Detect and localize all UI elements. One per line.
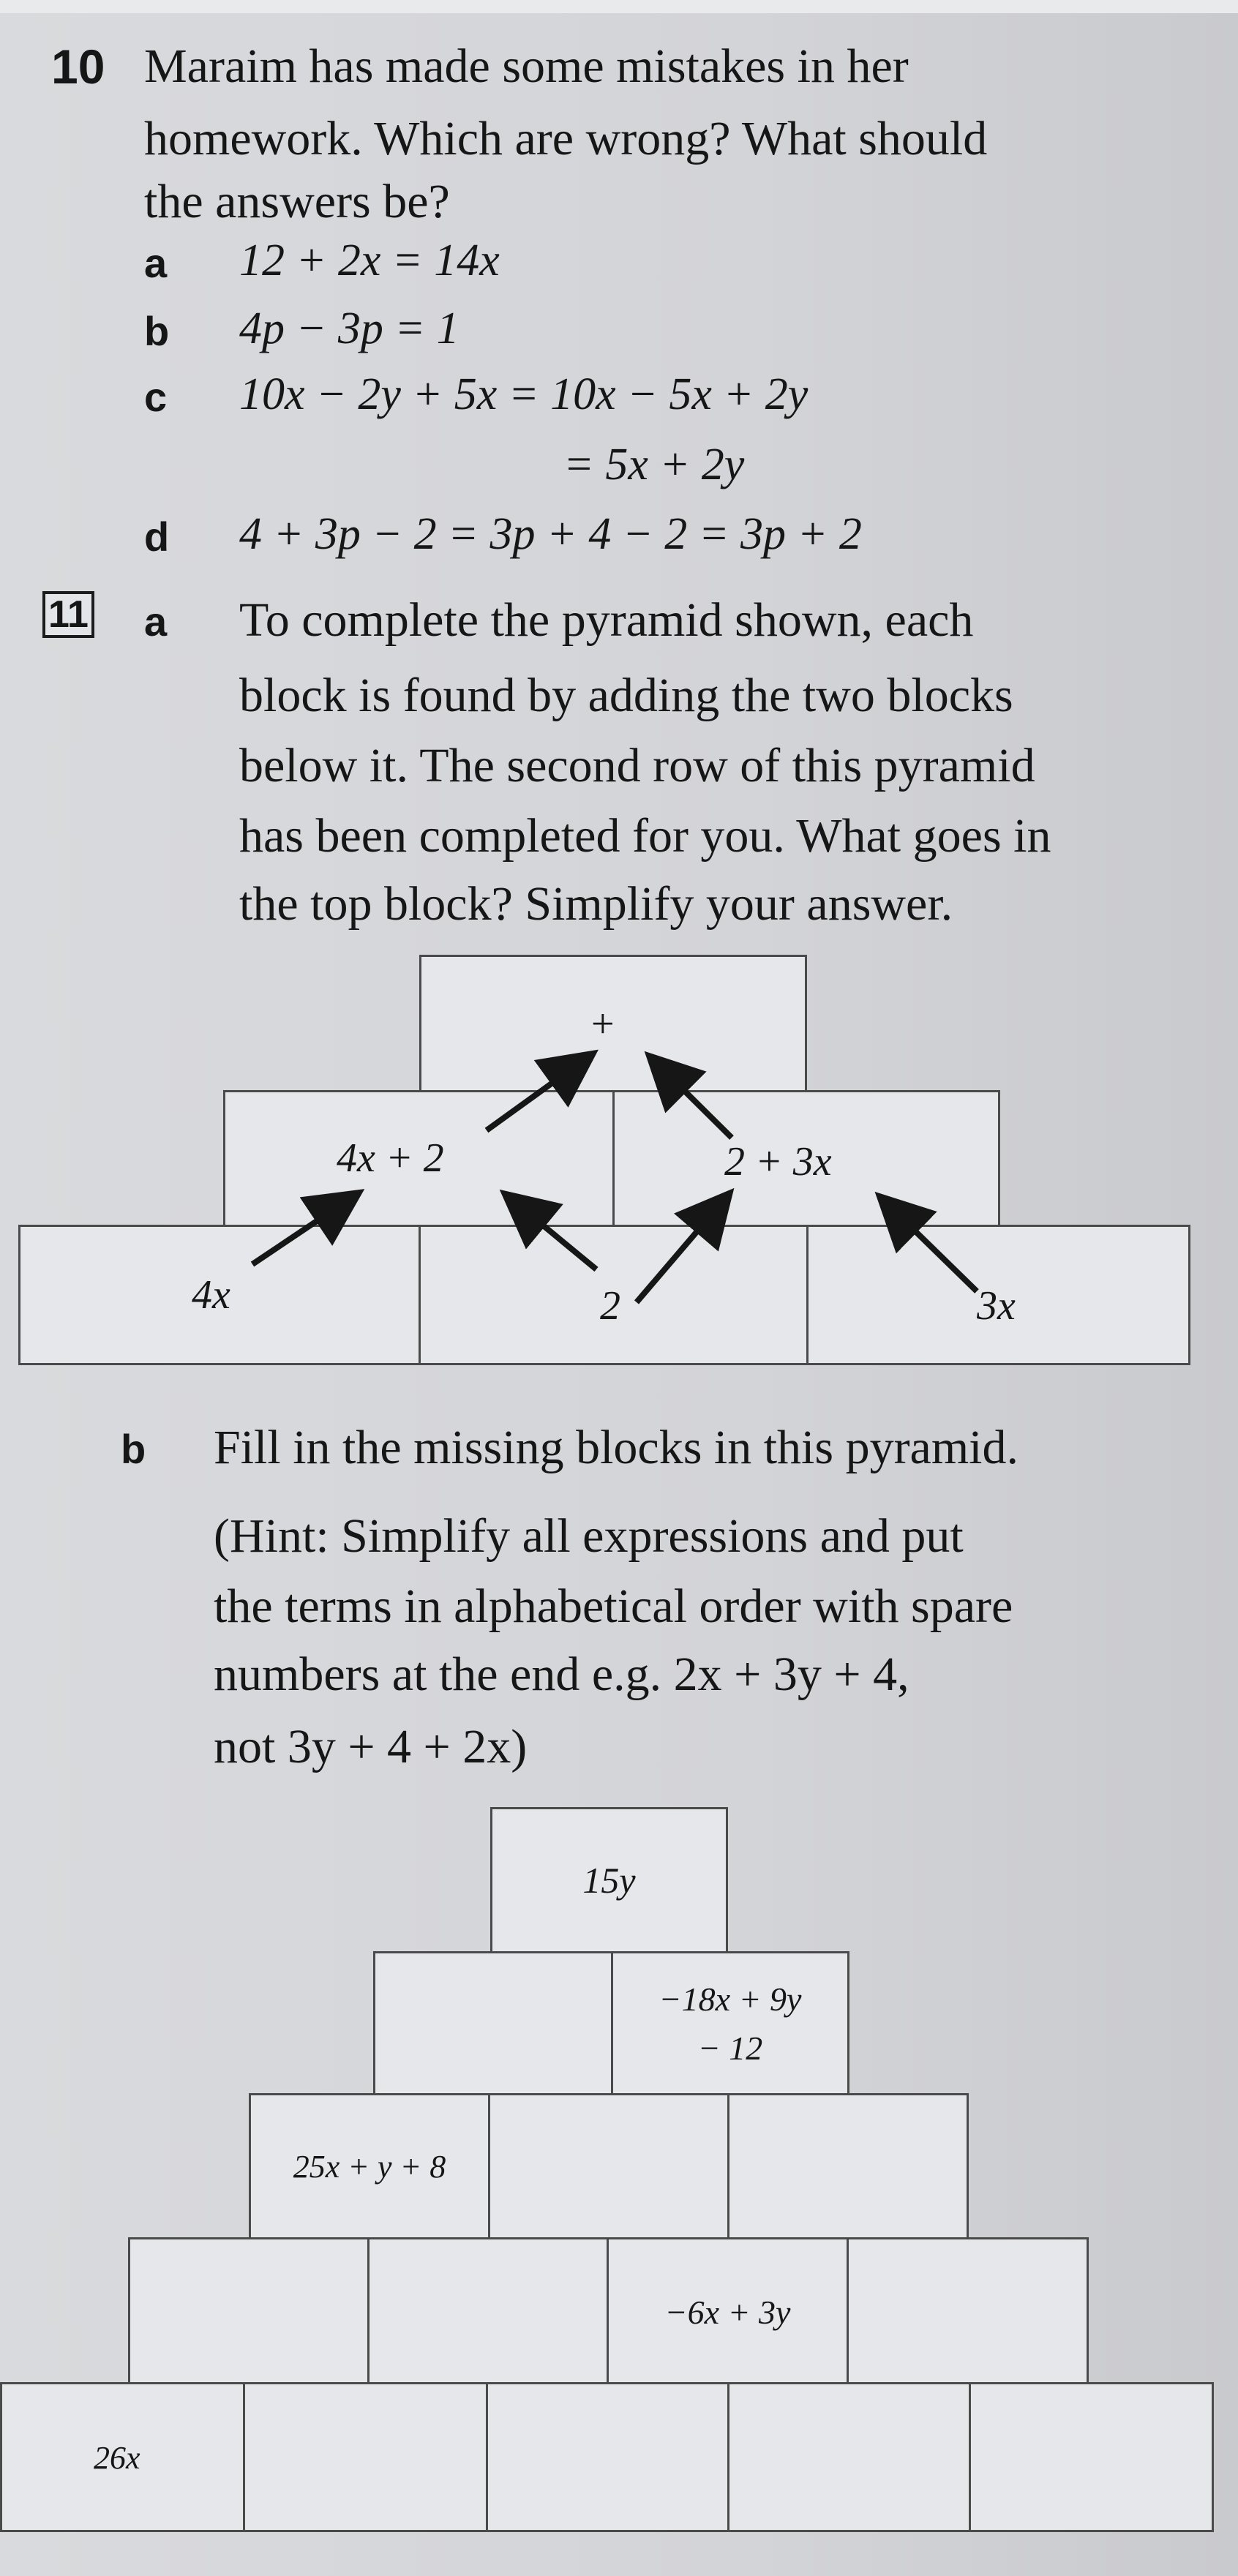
- question-11a-line-2: block is found by adding the two blocks: [239, 669, 1013, 722]
- question-11-number: 11: [42, 591, 94, 638]
- question-11b-line-2: (Hint: Simplify all expressions and put: [214, 1509, 964, 1563]
- part-d-label: d: [144, 514, 170, 560]
- part-d-expression: 4 + 3p − 2 = 3p + 4 − 2 = 3p + 2: [239, 509, 862, 559]
- question-11a-line-4: has been completed for you. What goes in: [239, 809, 1051, 863]
- pyramid-b-row4-text-3: −6x + 3y: [664, 2294, 791, 2331]
- arrow-4x-up: [252, 1195, 355, 1264]
- pyramid-b-row5-block-2[interactable]: [243, 2382, 488, 2532]
- question-11b-line-3: the terms in alphabetical order with spare: [214, 1580, 1013, 1633]
- question-11b-line-1: Fill in the missing blocks in this pyramid.: [214, 1421, 1019, 1474]
- question-11a-line-3: below it. The second row of this pyramid: [239, 739, 1035, 792]
- part-b-label: b: [144, 308, 170, 354]
- question-11b-line-4: numbers at the end e.g. 2x + 3y + 4,: [214, 1648, 909, 1701]
- pyramid-b-row5-text-1: 26x: [94, 2440, 140, 2476]
- part-a-label: a: [144, 240, 168, 286]
- pyramid-b-row5-block-5[interactable]: [969, 2382, 1214, 2532]
- pyramid-b-row2-block-1[interactable]: [373, 1951, 613, 2095]
- pyramid-a-row3-middle-text: 2: [600, 1283, 620, 1329]
- question-11a-line-5: the top block? Simplify your answer.: [239, 877, 953, 931]
- arrow-right-to-top: [653, 1059, 732, 1138]
- question-10-number: 10: [51, 40, 105, 94]
- question-10-line-3: the answers be?: [144, 175, 450, 228]
- part-a-expression: 12 + 2x = 14x: [239, 236, 500, 285]
- pyramid-b-row4-block-2[interactable]: [367, 2237, 609, 2384]
- pyramid-b-row1-text: 15y: [582, 1860, 636, 1901]
- question-10-line-2: homework. Which are wrong? What should: [144, 112, 988, 165]
- question-11b-line-5: not 3y + 4 + 2x): [214, 1720, 528, 1773]
- pyramid-b-row4-block-4[interactable]: [847, 2237, 1089, 2384]
- part-c-expression: 10x − 2y + 5x = 10x − 5x + 2y: [239, 369, 809, 419]
- pyramid-a-plus-sign: +: [591, 1002, 615, 1047]
- pyramid-b-row4-block-1[interactable]: [128, 2237, 369, 2384]
- question-10-line-1: Maraim has made some mistakes in her: [144, 40, 909, 93]
- pyramid-a-row3-right-text: 3x: [977, 1283, 1016, 1329]
- arrow-3x-up: [883, 1200, 977, 1291]
- arrow-left-to-top: [487, 1056, 589, 1130]
- pyramid-a-row2-right-text: 2 + 3x: [724, 1139, 832, 1184]
- pyramid-b-row3-block-2[interactable]: [488, 2093, 729, 2239]
- pyramid-a-row2-left-text: 4x + 2: [337, 1135, 444, 1181]
- part-c-label: c: [144, 374, 168, 420]
- pyramid-a-row3-left-text: 4x: [192, 1272, 230, 1318]
- pyramid-b-row2-text-2: −18x + 9y − 12: [659, 1980, 802, 2067]
- pyramid-b-row5-block-4[interactable]: [727, 2382, 971, 2532]
- pyramid-b-row5-block-3[interactable]: [486, 2382, 729, 2532]
- arrow-2-to-left: [509, 1197, 596, 1269]
- pyramid-b-row3-block-3[interactable]: [727, 2093, 969, 2239]
- part-11b-label: b: [121, 1426, 146, 1472]
- part-11a-label: a: [144, 598, 168, 645]
- part-b-expression: 4p − 3p = 1: [239, 304, 459, 353]
- question-11a-line-1: To complete the pyramid shown, each: [239, 593, 974, 647]
- arrow-2-to-right: [637, 1197, 727, 1302]
- part-c-continuation: = 5x + 2y: [563, 440, 745, 489]
- pyramid-b-row3-text-1: 25x + y + 8: [293, 2149, 446, 2185]
